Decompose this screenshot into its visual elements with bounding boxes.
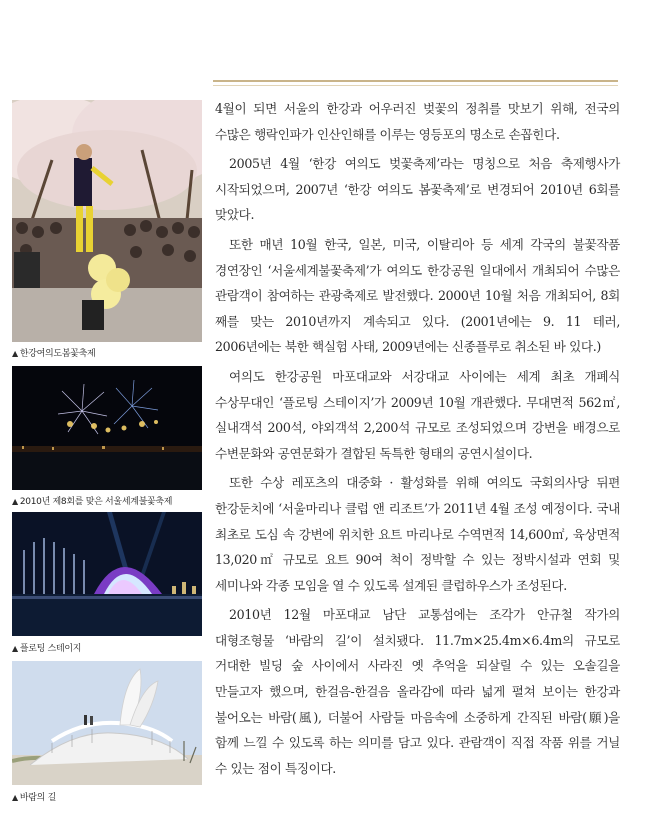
floating-stage-image xyxy=(12,512,202,636)
cherry-blossom-performer-image xyxy=(12,100,202,342)
paragraph-marina-club: 또한 수상 레포츠의 대중화 · 활성화를 위해 여의도 국회의사당 뒤편 한강둔치에 ‘서울마리나 클럽 앤 리조트’가 2011년 4월 조성 예정이다. 국내 최초로 도심 속 강변에 위치한 요트 마리나로 수역면적 14,600㎡, 육상면적 13,020㎡ 규모로 요트 90여 척이 정박할 수 있는 정박시설과 연회 및 세미나와 각종 모임을 열 수 있도록 설계된 클럽하우스가 조성된다. xyxy=(215,475,620,593)
paragraph-floating-stage: 여의도 한강공원 마포대교와 서강대교 사이에는 세계 최초 개폐식 수상무대인 ‘플로팅 스테이지’가 2009년 10월 개관했다. 무대면적 562㎡, 실내객석 200석, 야외객석 2,200석 규모로 조성되었으며 강변을 배경으로 수변문화와 공연문화가 결합된 독특한 형태의 공연시설이다. xyxy=(215,368,620,461)
photo-floating-stage xyxy=(12,512,202,636)
caption-marker: ▲ xyxy=(12,793,18,802)
caption-wind-road: ▲ 바람의 길 xyxy=(12,793,56,803)
caption-fireworks-festival: ▲ 2010년 제8회를 맞은 서울세계불꽃축제 xyxy=(12,497,173,507)
paragraph-cherry-blossom-intro: 4월이 되면 서울의 한강과 어우러진 벚꽃의 정취를 맛보기 위해, 전국의 수많은 행락인파가 인산인해를 이루는 영등포의 명소로 손꼽힌다. xyxy=(215,101,620,142)
wind-road-sculpture-image xyxy=(12,661,202,785)
paragraph-festival-history: 2005년 4월 ‘한강 여의도 벚꽃축제’라는 명칭으로 처음 축제행사가 시작되었으며, 2007년 ‘한강 여의도 봄꽃축제’로 변경되어 2010년 6회를 맞았다. xyxy=(215,156,620,223)
body-text xyxy=(215,96,620,785)
caption-floating-stage: ▲ 플로팅 스테이지 xyxy=(12,644,82,654)
paragraph-wind-road: 2010년 12월 마포대교 남단 교통섬에는 조각가 안규철 작가의 대형조형물 ‘바람의 길’이 설치됐다. 11.7m×25.4m×6.4m의 규모로 거대한 빌딩 숲 사이에서 사라진 옛 추억을 되살릴 수 있는 오솔길을 만들고자 했으며, 한걸음-한걸음 올라감에 따라 넓게 펼쳐 보이는 한강과 불어오는 바람(風), 더불어 사람들 마음속에 소중하게 간직된 바람(願)을 함께 느낄 수 있도록 하는 의미를 담고 있다. 관람객이 직접 작품 위를 거닐 수 있는 점이 특징이다. xyxy=(215,607,620,776)
fireworks-image xyxy=(12,366,202,490)
caption-marker: ▲ xyxy=(12,349,18,358)
caption-marker: ▲ xyxy=(12,497,18,506)
photo-fireworks-festival xyxy=(12,366,202,490)
header-rule xyxy=(213,80,618,86)
photo-wind-road-sculpture xyxy=(12,661,202,785)
caption-marker: ▲ xyxy=(12,644,18,653)
photo-cherry-blossom-festival xyxy=(12,100,202,342)
caption-cherry-blossom-festival: ▲ 한강여의도봄꽃축제 xyxy=(12,349,96,359)
paragraph-fireworks-festival: 또한 매년 10월 한국, 일본, 미국, 이탈리아 등 세계 각국의 불꽃작품 경연장인 ‘서울세계불꽃축제’가 여의도 한강공원 일대에서 개최되어 수많은 관람객이 참여하는 관광축제로 발전했다. 2000년 10월 처음 개최되어, 8회 째를 맞는 2010년까지 계속되고 있다. (2001년에는 9. 11 테러, 2006년에는 북한 핵실험 사태, 2009년에는 신종플루로 취소된 바 있다.) xyxy=(215,236,620,355)
